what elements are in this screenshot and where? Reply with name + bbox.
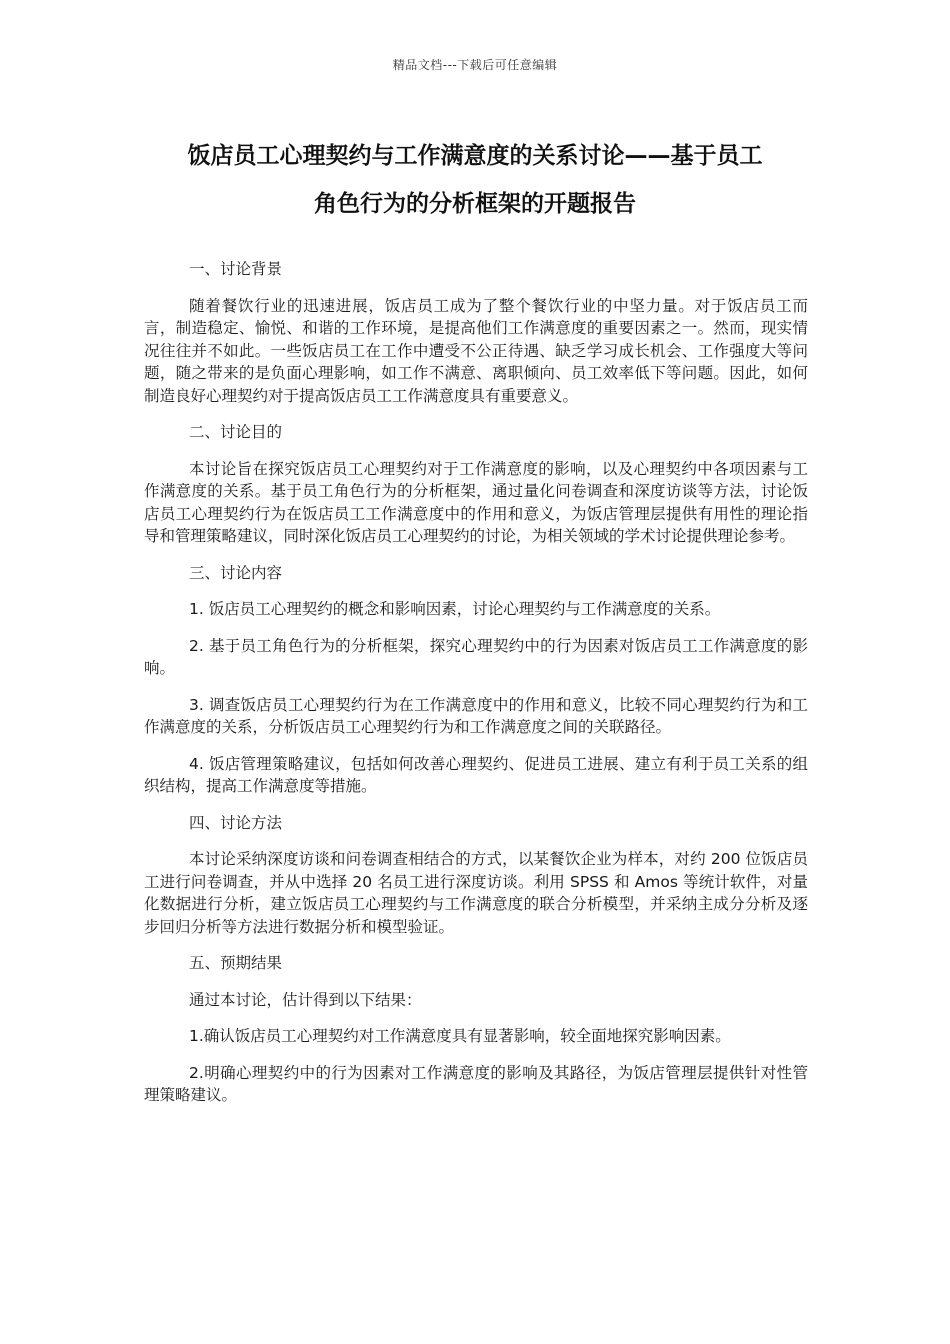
background-paragraph: 随着餐饮行业的迅速进展，饭店员工成为了整个餐饮行业的中坚力量。对于饭店员工而言，制造稳定、愉悦、和谐的工作环境，是提高他们工作满意度的重要因素之一。然而，现实情况往往并不如此。一些饭店员工在工作中遭受不公正待遇、缺乏学习成长机会、工作强度大等问题，随之带来的是负面心理影响，如工作不满意、离职倾向、员工效率低下等问题。因此，如何制造良好心理契约对于提高饭店员工工作满意度具有重要意义。 [144,296,808,405]
document-body [144,258,808,1121]
page-header-note: 精品文档---下载后可任意编辑 [392,58,558,72]
results-item-1: 1.确认饭店员工心理契约对工作满意度具有显著影响，较全面地探究影响因素。 [189,1027,731,1045]
document-title-line-2: 角色行为的分析框架的开题报告 [314,191,636,217]
content-item-4: 4. 饭店管理策略建议，包括如何改善心理契约、促进员工进展、建立有利于员工关系的组织结构，提高工作满意度等措施。 [144,754,808,795]
section-heading-purpose: 二、讨论目的 [189,423,283,441]
content-item-1: 1. 饭店员工心理契约的概念和影响因素，讨论心理契约与工作满意度的关系。 [189,600,721,618]
document-title [140,132,810,228]
purpose-paragraph: 本讨论旨在探究饭店员工心理契约对于工作满意度的影响，以及心理契约中各项因素与工作满意度的关系。基于员工角色行为的分析框架，通过量化问卷调查和深度访谈等方法，讨论饭店员工心理契约行为在饭店员工工作满意度中的作用和意义，为饭店管理层提供有用性的理论指导和管理策略建议，同时深化饭店员工心理契约的讨论，为相关领域的学术讨论提供理论参考。 [144,459,808,545]
section-heading-background: 一、讨论背景 [189,260,283,278]
content-item-3: 3. 调查饭店员工心理契约行为在工作满意度中的作用和意义，比较不同心理契约行为和工作满意度的关系，分析饭店员工心理契约行为和工作满意度之间的关联路径。 [144,695,808,736]
results-item-2: 2.明确心理契约中的行为因素对工作满意度的影响及其路径，为饭店管理层提供针对性管理策略建议。 [144,1063,808,1104]
method-paragraph: 本讨论采纳深度访谈和问卷调查相结合的方式，以某餐饮企业为样本，对约 200 位饭店员工进行问卷调查，并从中选择 20 名员工进行深度访谈。利用 SPSS 和 Amos 等统计软件，对量化数据进行分析，建立饭店员工心理契约与工作满意度的联合分析模型，并采纳主成分分析及逐步回归分析等方法进行数据分析和模型验证。 [144,850,808,936]
document-title-line-1: 饭店员工心理契约与工作满意度的关系讨论——基于员工 [187,143,763,169]
results-intro: 通过本讨论，估计得到以下结果： [189,990,422,1009]
section-heading-content: 三、讨论内容 [189,563,283,582]
section-heading-method: 四、讨论方法 [189,813,283,832]
section-heading-results: 五、预期结果 [189,954,283,972]
content-item-2: 2. 基于员工角色行为的分析框架，探究心理契约中的行为因素对饭店员工工作满意度的影响。 [144,636,808,677]
